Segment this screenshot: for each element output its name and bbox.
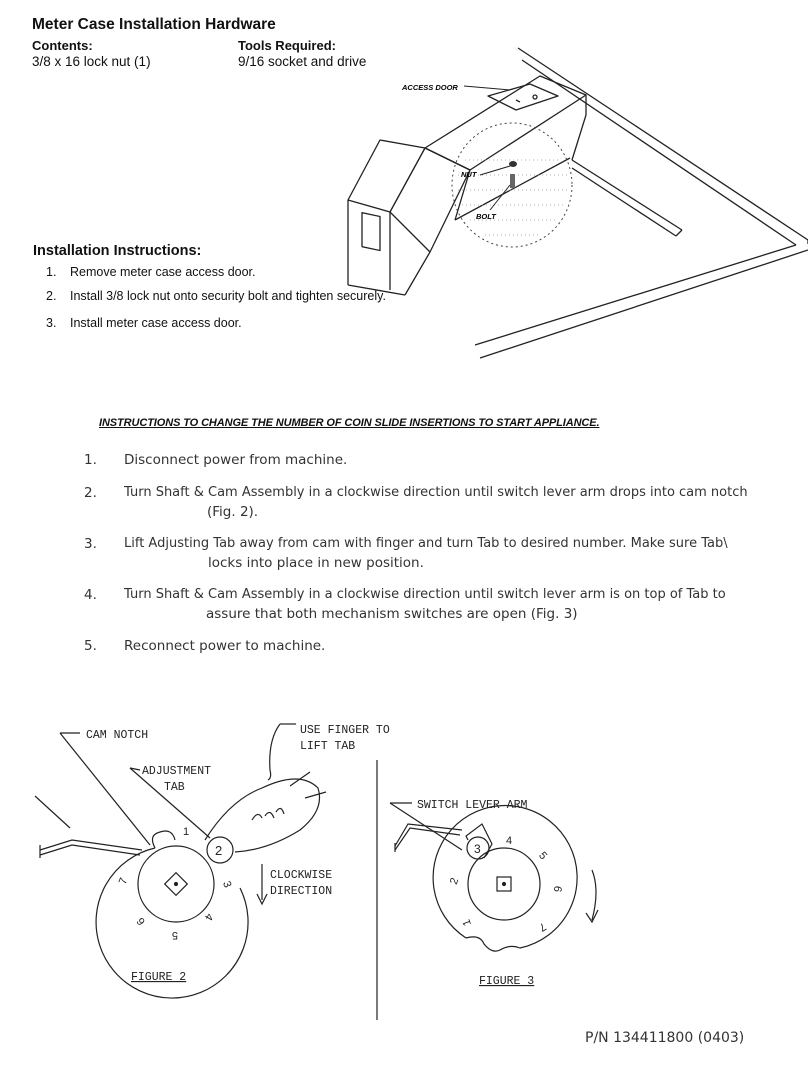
part-number: P/N 134411800 (0403) (585, 1030, 745, 1046)
fig3-number: 5 (536, 849, 550, 863)
fig3-number: 4 (506, 835, 513, 847)
step-text-continued: locks into place in new position. (208, 555, 424, 571)
step-number: 4. (84, 587, 97, 603)
step-number: 3. (84, 536, 97, 552)
fig2-number: 3 (220, 879, 234, 890)
step-text: Install 3/8 lock nut onto security bolt and tighten securely. (70, 289, 386, 303)
installation-heading: Installation Instructions: (33, 243, 202, 259)
step-text: Turn Shaft & Cam Assembly in a clockwise direction until switch lever arm is on top of Tab to (124, 587, 726, 602)
tools-item: 9/16 socket and drive (238, 54, 367, 69)
figure-3-caption: FIGURE 3 (479, 975, 535, 988)
figure-2-caption: FIGURE 2 (131, 971, 187, 984)
fig2-number: 5 (171, 929, 178, 941)
coin-slide-heading: INSTRUCTIONS TO CHANGE THE NUMBER OF COIN SLIDE INSERTIONS TO START APPLIANCE. (99, 417, 600, 429)
step-text: Turn Shaft & Cam Assembly in a clockwise direction until switch lever arm drops into cam notch (124, 485, 748, 500)
step-text: Lift Adjusting Tab away from cam with finger and turn Tab to desired number. Make sure Tab\ (124, 536, 728, 551)
contents-item: 3/8 x 16 lock nut (1) (32, 54, 151, 69)
step-number: 2. (46, 289, 57, 303)
lift-tab-label: LIFT TAB (300, 740, 356, 753)
document-title: Meter Case Installation Hardware (32, 16, 276, 33)
fig3-number: 3 (474, 842, 481, 856)
meter-case-illustration (340, 40, 808, 380)
step-text-continued: (Fig. 2). (207, 504, 259, 520)
nut-label: NUT (461, 170, 477, 179)
step-number: 1. (84, 452, 97, 468)
fig3-number: 6 (550, 884, 564, 893)
step-text: Remove meter case access door. (70, 265, 256, 279)
fig2-number: 2 (215, 843, 223, 858)
contents-label: Contents: (32, 38, 93, 53)
installation-step (46, 265, 256, 279)
fig3-number: 2 (447, 876, 462, 887)
use-finger-label: USE FINGER TO (300, 724, 390, 737)
cam-notch-label: CAM NOTCH (86, 729, 149, 742)
step-text: Reconnect power to machine. (124, 638, 326, 654)
step-text-continued: assure that both mechanism switches are open (Fig. 3) (206, 606, 578, 622)
step-text: Install meter case access door. (70, 316, 242, 330)
step-number: 2. (84, 485, 97, 501)
fig2-number: 1 (183, 826, 190, 838)
fig3-number: 7 (536, 919, 548, 934)
clockwise-label: CLOCKWISE (270, 869, 333, 882)
adjustment-tab-label-2: TAB (164, 781, 185, 794)
fig2-number: 7 (116, 876, 131, 887)
fig3-number: 1 (460, 917, 474, 928)
switch-lever-arm-label: SWITCH LEVER ARM (417, 799, 528, 812)
bolt-label: BOLT (476, 212, 496, 221)
direction-label: DIRECTION (270, 885, 333, 898)
step-number: 5. (84, 638, 97, 654)
installation-step (46, 316, 242, 330)
fig2-number: 4 (201, 911, 216, 923)
step-number: 1. (46, 265, 57, 279)
fig2-number: 6 (134, 914, 148, 928)
step-number: 3. (46, 316, 57, 330)
step-text: Disconnect power from machine. (124, 452, 348, 468)
access-door-label: ACCESS DOOR (402, 83, 458, 92)
adjustment-tab-label: ADJUSTMENT (142, 765, 212, 778)
tools-label: Tools Required: (238, 38, 336, 53)
cam-figures (0, 700, 808, 1030)
installation-step (46, 289, 386, 303)
